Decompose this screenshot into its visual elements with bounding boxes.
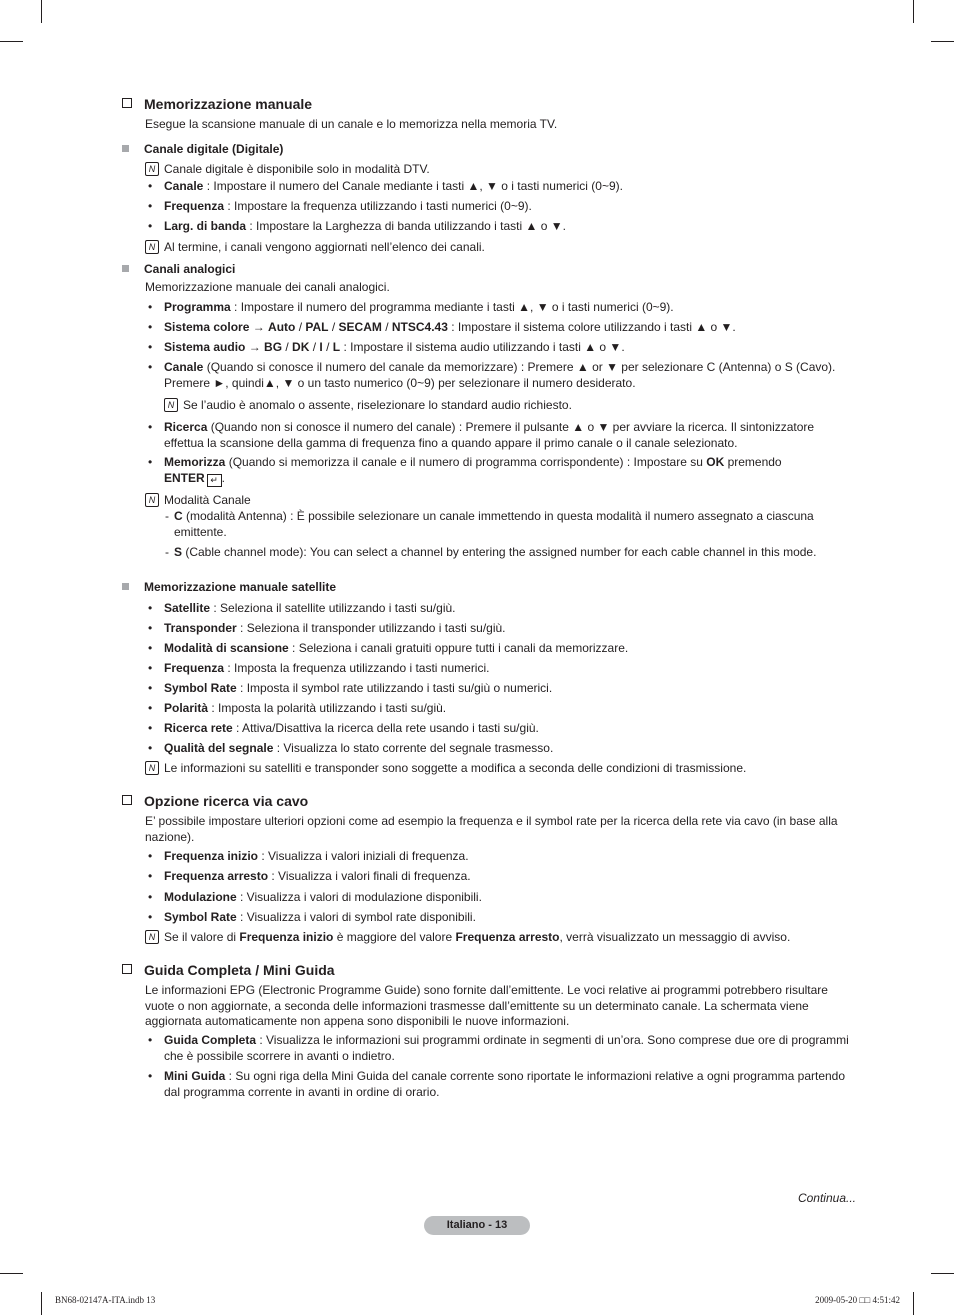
footer-timestamp: 2009-05-20 □□ 4:51:42 xyxy=(815,1295,900,1305)
note-icon: N xyxy=(164,398,178,412)
crop-mark xyxy=(41,1292,42,1315)
note-icon: N xyxy=(145,493,159,507)
crop-mark xyxy=(41,0,42,23)
crop-mark xyxy=(913,1292,914,1315)
note: N Canale digitale è disponibile solo in modalità DTV. xyxy=(145,162,857,178)
list-item: • Frequenza arresto : Visualizza i valori finali di frequenza. xyxy=(148,869,471,883)
note: N Al termine, i canali vengono aggiornati nell’elenco dei canali. xyxy=(145,240,857,256)
section-title-opzione-ricerca-via-cavo: Opzione ricerca via cavo xyxy=(122,793,308,809)
list-item: • Frequenza inizio : Visualizza i valori iniziali di frequenza. xyxy=(148,849,469,863)
section-title-guida: Guida Completa / Mini Guida xyxy=(122,962,335,978)
list-item: • Modulazione : Visualizza i valori di modulazione disponibili. xyxy=(148,890,482,904)
list-item: • Polarità : Imposta la polarità utilizzando i tasti su/giù. xyxy=(148,701,447,715)
crop-mark xyxy=(0,41,23,42)
note: N Se il valore di Frequenza inizio è maggiore del valore Frequenza arresto, verrà visualizzato un messaggio di avviso. xyxy=(145,930,857,946)
subheading-canali-analogici: Canali analogici xyxy=(122,262,235,276)
note: N Se l’audio è anomalo o assente, riselezionare lo standard audio richiesto. xyxy=(164,398,857,414)
list-item: • Ricerca rete : Attiva/Disattiva la ricerca della rete usando i tasti su/giù. xyxy=(148,721,539,735)
footer-file-info: BN68-02147A-ITA.indb 13 xyxy=(55,1295,156,1305)
crop-mark xyxy=(0,1273,23,1274)
list-item: • Modalità di scansione : Seleziona i canali gratuiti oppure tutti i canali da memorizzare. xyxy=(148,641,629,655)
checkbox-square-icon xyxy=(122,964,132,974)
page-number-badge: Italiano - 13 xyxy=(424,1216,530,1235)
note-icon: N xyxy=(145,240,159,254)
square-bullet-icon xyxy=(122,583,129,590)
list-item: • Ricerca (Quando non si conosce il numero del canale) : Premere il pulsante ▲ o ▼ per avviare la ricerca. Il sintonizzatore effettua la scansione della gamma di frequenza fino a quando appare il primo canale o il canale selezionato. xyxy=(148,420,815,450)
checkbox-square-icon xyxy=(122,795,132,805)
list-item: • Symbol Rate : Imposta il symbol rate utilizzando i tasti su/giù o numerici. xyxy=(148,681,553,695)
note: N Modalità Canale xyxy=(145,493,857,509)
list-item: • Memorizza (Quando si memorizza il canale e il numero di programma corrispondente) : Impostare su OK premendo ENTER ↵ . xyxy=(148,455,782,485)
list-item: • Sistema audio → BG / DK / I / L : Impostare il sistema audio utilizzando i tasti ▲ o ▼. xyxy=(148,340,625,354)
square-bullet-icon xyxy=(122,145,129,152)
subsection-intro: Memorizzazione manuale dei canali analogici. xyxy=(145,280,390,294)
list-item: • Satellite : Seleziona il satellite utilizzando i tasti su/giù. xyxy=(148,601,456,615)
list-item: • Guida Completa : Visualizza le informazioni sui programmi ordinate in segmenti di un’ora. Sono comprese due ore di programmi che è possibile scorrere in avanti o indietro. xyxy=(148,1033,849,1063)
list-item: • Qualità del segnale : Visualizza lo stato corrente del segnale trasmesso. xyxy=(148,741,554,755)
crop-mark xyxy=(931,1273,954,1274)
section-title-memorizzazione-manuale: Memorizzazione manuale xyxy=(122,96,312,112)
dash-item: - S (Cable channel mode): You can select a channel by entering the assigned number for each cable channel in this mode. xyxy=(165,545,817,559)
subheading-satellite: Memorizzazione manuale satellite xyxy=(122,580,336,594)
list-item: • Larg. di banda : Impostare la Larghezza di banda utilizzando i tasti ▲ o ▼. xyxy=(148,219,566,233)
list-item: • Frequenza : Imposta la frequenza utilizzando i tasti numerici. xyxy=(148,661,490,675)
list-item: • Mini Guida : Su ogni riga della Mini Guida del canale corrente sono riportate le informazioni relative a ogni programma partendo dal programma corrente in avanti in ordine di orario. xyxy=(148,1069,846,1099)
list-item: • Symbol Rate : Visualizza i valori di symbol rate disponibili. xyxy=(148,910,476,924)
list-item: • Canale : Impostare il numero del Canale mediante i tasti ▲, ▼ o i tasti numerici (0~9). xyxy=(148,179,623,193)
list-item: • Sistema colore → Auto / PAL / SECAM / NTSC4.43 : Impostare il sistema colore utilizzando i tasti ▲ o ▼. xyxy=(148,320,736,334)
crop-mark xyxy=(931,41,954,42)
subheading-canale-digitale: Canale digitale (Digitale) xyxy=(122,142,283,156)
section-intro: E’ possibile impostare ulteriori opzioni come ad esempio la frequenza e il symbol rate per la ricerca della rete via cavo (in base alla nazione). xyxy=(145,814,838,844)
section-intro: Le informazioni EPG (Electronic Programme Guide) sono fornite dall’emittente. Le voci relative ai programmi potrebbero risultare vuote o non aggiornate, a seconda delle informazioni trasmesse dall’emittente su un determinato canale. La schermata viene aggiornata automaticamente non appena sono disponibili le nuove informazioni. xyxy=(145,983,828,1028)
list-item: • Programma : Impostare il numero del programma mediante i tasti ▲, ▼ o i tasti numerici (0~9). xyxy=(148,300,674,314)
continua-label: Continua... xyxy=(797,1191,856,1205)
note-icon: N xyxy=(145,761,159,775)
checkbox-square-icon xyxy=(122,98,132,108)
section-intro: Esegue la scansione manuale di un canale e lo memorizza nella memoria TV. xyxy=(145,117,558,131)
list-item: • Canale (Quando si conosce il numero del canale da memorizzare) : Premere ▲ or ▼ per selezionare C (Antenna) o S (Cavo). Premere ►, quindi▲, ▼ o un tasto numerico (0~9) per selezionare il numero desiderato. xyxy=(148,360,836,390)
enter-icon: ↵ xyxy=(207,474,222,487)
note-icon: N xyxy=(145,930,159,944)
note: N Le informazioni su satelliti e transponder sono soggette a modifica a seconda delle condizioni di trasmissione. xyxy=(145,761,857,777)
list-item: • Transponder : Seleziona il transponder utilizzando i tasti su/giù. xyxy=(148,621,506,635)
note-icon: N xyxy=(145,162,159,176)
crop-mark xyxy=(913,0,914,23)
dash-item: - C (modalità Antenna) : È possibile selezionare un canale immettendo in questa modalità il numero assegnato a ciascuna emittente. xyxy=(165,509,814,539)
square-bullet-icon xyxy=(122,265,129,272)
list-item: • Frequenza : Impostare la frequenza utilizzando i tasti numerici (0~9). xyxy=(148,199,532,213)
